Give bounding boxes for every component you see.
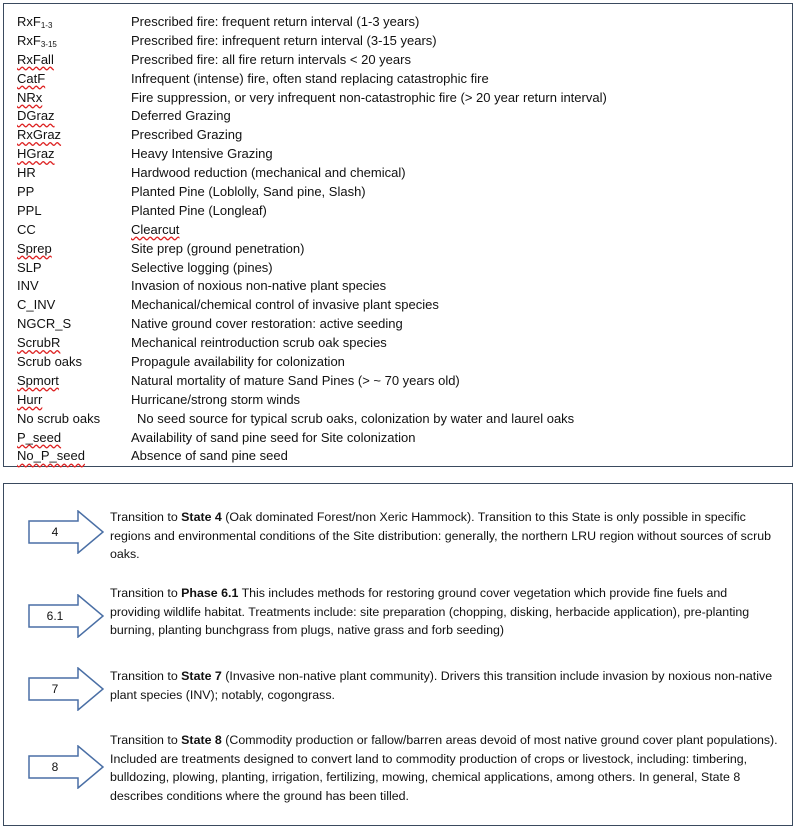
abbreviation-description: Deferred Grazing [131,108,231,124]
abbreviation-description: Invasion of noxious non-native plant species [131,278,387,294]
abbreviation-code: RxF$_{3-15}$ [17,32,57,49]
abbreviation-code: ScrubR [17,335,61,351]
transition-text: Transition to Phase 6.1 This includes methods for restoring ground cover vegetation which provide fine fuels and providing wildlife habitat. Treatments include: site preparation (chopping, disking, herbacide application), pre-planting burning, planting bunchgrass from plugs, native grass and forb seeding) [110,586,750,637]
abbreviation-legend-box [3,3,793,467]
transition-number: 4 [51,525,59,539]
abbreviation-description: Availability of sand pine seed for Site colonization [131,429,416,445]
abbreviation-description: Selective logging (pines) [131,259,273,275]
abbreviation-code: CC [17,221,36,237]
abbreviation-code: Spmort [17,372,59,388]
abbreviation-description: No seed source for typical scrub oaks, colonization by water and laurel oaks [137,410,575,426]
abbreviation-code: SLP [17,259,42,275]
abbreviation-description: Hurricane/strong storm winds [131,391,301,407]
transition-number: 7 [51,682,59,696]
abbreviation-description: Prescribed fire: infrequent return interval (3-15 years) [131,32,437,48]
abbreviation-description: Propagule availability for colonization [131,354,345,370]
abbreviation-code: P_seed [17,429,62,445]
abbreviation-description: Planted Pine (Longleaf) [131,202,267,218]
abbreviation-code: No scrub oaks [17,410,101,426]
abbreviation-description: Hardwood reduction (mechanical and chemical) [131,165,406,181]
abbreviation-code: HGraz [17,146,55,162]
transition-number: 6.1 [46,609,64,623]
abbreviation-description: Site prep (ground penetration) [131,240,305,256]
transition-text: Transition to State 7 (Invasive non-native plant community). Drivers this transition include invasion by noxious non-native plant species (INV); notably, cogongrass. [110,669,773,702]
abbreviation-code: RxGraz [17,127,62,143]
transition-descriptions-box [3,483,793,826]
abbreviation-description: Prescribed Grazing [131,127,243,143]
abbreviation-code: CatF [17,70,46,86]
abbreviation-code: RxF$_{1-3}$ [17,14,53,30]
abbreviation-code: RxFall [17,51,54,67]
transition-arrow-icon [28,745,104,789]
abbreviation-description: Heavy Intensive Grazing [131,146,273,162]
abbreviation-code: Scrub oaks [17,354,83,370]
abbreviation-code: Hurr [17,391,43,407]
abbreviation-code: Sprep [17,240,52,256]
transition-text: Transition to State 8 (Commodity production or fallow/barren areas devoid of most native ground cover plant populations). Included are treatments designed to convert land to commodity production of crops or livestock, including: timbering, bulldozing, plowing, planting, irrigation, fertilizing, mowing, chemical applications, among others. In general, State 8 describes conditions where the ground has been tilled. [110,733,778,803]
abbreviation-description: Mechanical/chemical control of invasive plant species [131,297,439,313]
abbreviation-code: DGraz [17,108,55,124]
abbreviation-description: Prescribed fire: all fire return intervals < 20 years [131,51,411,67]
abbreviation-description: Native ground cover restoration: active seeding [131,316,403,332]
transition-arrow-icon [28,510,104,554]
abbreviation-description: Mechanical reintroduction scrub oak species [131,335,387,351]
abbreviation-code: NGCR_S [17,316,72,332]
abbreviation-description: Infrequent (intense) fire, often stand replacing catastrophic fire [131,70,489,86]
abbreviation-description: Absence of sand pine seed [131,448,288,464]
abbreviation-description: Clearcut [131,221,180,237]
transition-arrow-icon [28,594,104,638]
abbreviation-code: No_P_seed [17,448,85,464]
abbreviation-code: C_INV [17,297,56,313]
transition-number: 8 [51,760,59,774]
abbreviation-code: NRx [17,89,43,105]
abbreviation-description: Prescribed fire: frequent return interval (1-3 years) [131,14,420,29]
abbreviation-code: PP [17,184,35,200]
abbreviation-code: PPL [17,202,42,218]
abbreviation-code: HR [17,165,36,181]
transition-text: Transition to State 4 (Oak dominated Forest/non Xeric Hammock). Transition to this State is only possible in specific regions and environmental conditions of the Site distribution: generally, the northern LRU region without sources of scrub oaks. [110,510,771,561]
abbreviation-code: INV [17,278,39,294]
abbreviation-description: Natural mortality of mature Sand Pines (> ~ 70 years old) [131,372,460,388]
abbreviation-description: Fire suppression, or very infrequent non-catastrophic fire (> 20 year return interval) [131,89,607,105]
transition-arrow-icon [28,667,104,711]
abbreviation-description: Planted Pine (Loblolly, Sand pine, Slash) [131,184,366,200]
